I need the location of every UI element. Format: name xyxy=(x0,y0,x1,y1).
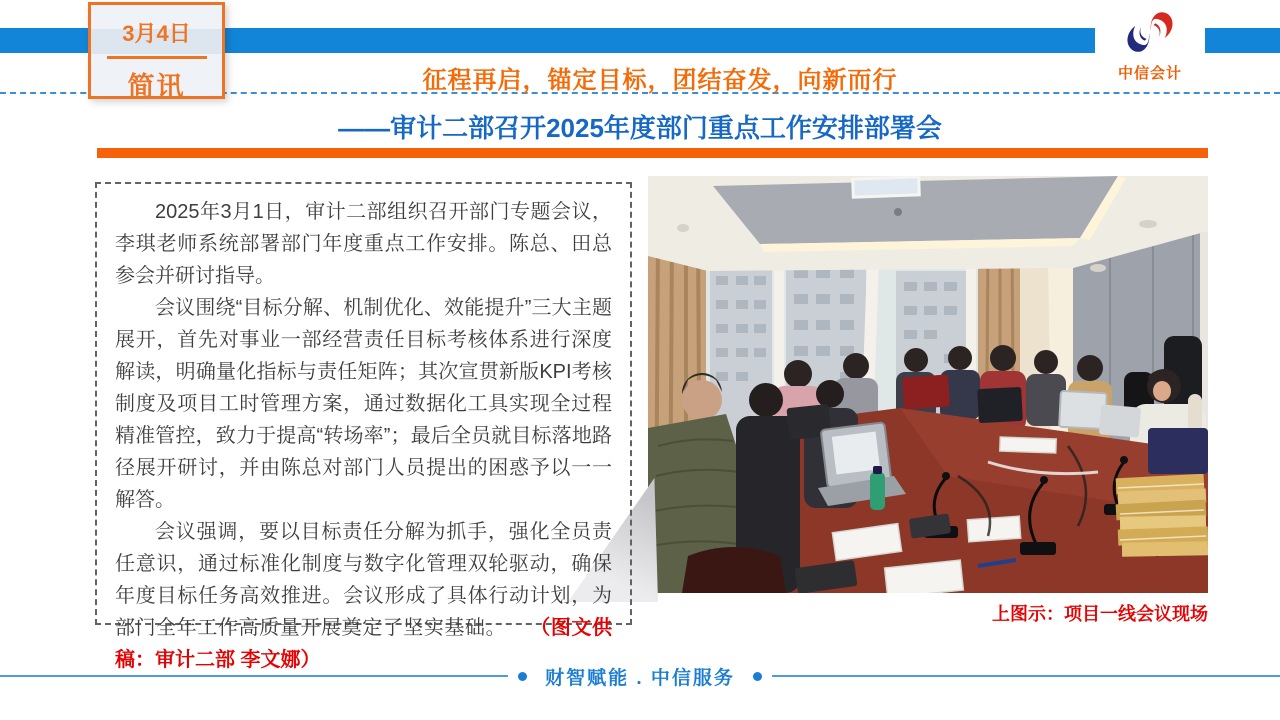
page-subtitle: ——审计二部召开2025年度部门重点工作安排部署会 xyxy=(338,113,942,143)
article-paragraph: 2025年3月1日，审计二部组织召开部门专题会议，李琪老师系统部署部门年度重点工作安排。陈总、田总参会并研讨指导。 xyxy=(115,201,612,287)
badge-divider xyxy=(107,56,207,59)
citic-swirl-icon xyxy=(1124,4,1176,60)
meeting-photo-illustration xyxy=(648,176,1208,593)
brand-logo xyxy=(1095,0,1205,90)
footer-dot-right xyxy=(753,672,762,681)
photo-caption: 上图示：项目一线会议现场 xyxy=(992,604,1208,624)
footer-slogan: 财智赋能 . 中信服务 xyxy=(545,667,735,689)
article-text-box xyxy=(95,182,632,671)
logo-text: 中信会计 xyxy=(1117,65,1182,82)
orange-divider xyxy=(97,148,1208,158)
article-paragraph: 会议围绕“目标分解、机制优化、效能提升”三大主题展开，首先对事业一部经营责任目标考核体系进行深度解读，明确量化指标与责任矩阵；其次宣贯新版KPI考核制度及项目工时管理方案，通过数据化工具实现全过程精准管控，致力于提高“转场率”；最后全员就目标落地路径展开研讨，并由陈总对部门人员提出的困惑予以一一解答。 xyxy=(115,297,612,511)
article-paragraph xyxy=(115,516,612,676)
meeting-photo xyxy=(648,176,1208,593)
badge-date: 3月4日 xyxy=(122,21,191,46)
page-headline: 征程再启，锚定目标，团结奋发，向新而行 xyxy=(422,67,898,94)
footer-line-right xyxy=(772,675,1280,677)
article-paragraph-text: 会议强调，要以目标责任分解为抓手，强化全员责任意识，通过标准化制度与数字化管理双轮驱动，确保年度目标任务高效推进。会议形成了具体行动计划，为部门全年工作高质量开展奠定了坚实基础。 xyxy=(115,521,612,639)
badge-label: 简讯 xyxy=(127,72,186,102)
date-badge xyxy=(88,2,225,102)
article-credit: （图文供稿：审计二部 李文娜） xyxy=(115,617,613,671)
